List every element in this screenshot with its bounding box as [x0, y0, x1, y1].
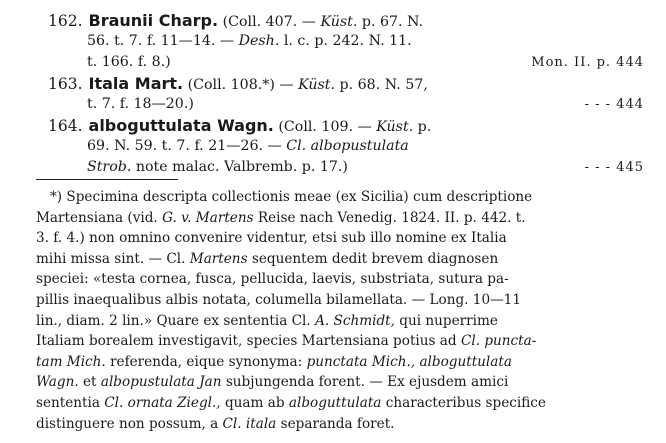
footnote-line	[36, 414, 660, 435]
footnote-line	[36, 290, 660, 311]
entry-number: 164.	[48, 117, 83, 135]
author-ref: Cl. albopustulata	[286, 138, 409, 154]
entry-text: 69. N. 59. t. 7. f. 21—26. —	[87, 138, 282, 154]
entry-text: p.	[417, 119, 432, 135]
footnote-text: *) Specimina descripta collectionis meae (ex Sicilia) cum descriptione	[50, 189, 533, 205]
page-reference: Mon. II. p. 444	[531, 55, 644, 70]
footnote-italic: albopustulata Jan	[100, 374, 222, 391]
author-ref: Küst.	[298, 77, 336, 93]
footnote-text: et	[83, 374, 97, 391]
footnote-text: speciei: «testa cornea, fusca, pellucida, laevis, substriata, sutura pa-	[36, 271, 509, 288]
species-name: Itala Mart.	[88, 74, 184, 93]
author-ref: Desh.	[238, 33, 280, 49]
entry-line	[48, 31, 660, 52]
entry-163	[48, 73, 660, 115]
author-ref: Strob.	[87, 159, 132, 175]
footnote-text: referenda, eique synonyma:	[110, 353, 303, 370]
footnote-text: Italiam borealem investigavit, species Martensiana potius ad	[36, 333, 457, 350]
footnote-line	[36, 372, 660, 393]
footnote-line	[36, 228, 660, 249]
footnote-line	[36, 187, 660, 208]
entry-text: 56. t. 7. f. 11—14. —	[87, 33, 235, 49]
footnote-italic: Cl. ornata Ziegl.,	[104, 394, 221, 411]
entry-text: p. 68. N. 57,	[339, 77, 428, 93]
footnote	[36, 187, 660, 434]
footnote-italic: A. Schmidt,	[315, 312, 395, 329]
footnote-text: separanda foret.	[280, 415, 395, 432]
footnote-line	[36, 331, 660, 352]
footnote-italic: Cl. puncta-	[460, 333, 537, 350]
footnote-line	[36, 249, 660, 270]
footnote-line	[36, 393, 660, 414]
footnote-text: lin., diam. 2 lin.» Quare ex sententia Cl.	[36, 312, 311, 329]
footnote-italic: Cl. itala	[222, 415, 277, 432]
footnote-line	[36, 352, 660, 373]
entry-line	[48, 157, 660, 178]
entry-text: t. 7. f. 18—20.)	[87, 96, 194, 112]
entry-text: t. 166. f. 8.)	[87, 54, 171, 70]
footnote-text: mihi missa sint. — Cl.	[36, 250, 186, 267]
author-ref: Küst.	[376, 119, 414, 135]
footnote-text: sequentem dedit brevem diagnosen	[251, 250, 499, 267]
entry-162	[48, 10, 660, 73]
entry-text: (Coll. 108.*) —	[187, 77, 294, 93]
footnote-text: qui nuperrime	[399, 312, 498, 329]
entry-number: 162.	[48, 12, 83, 30]
footnote-text: sententia	[36, 394, 100, 411]
footnote-italic: punctata Mich., alboguttulata	[306, 353, 512, 370]
footnote-italic: Wagn.	[36, 374, 79, 391]
author-ref: Küst.	[320, 14, 358, 30]
entry-line	[48, 52, 660, 73]
footnote-text: distinguere non possum, a	[36, 415, 219, 432]
entry-line	[48, 73, 660, 94]
footnote-text: quam ab	[224, 394, 285, 411]
species-name: Braunii Charp.	[88, 11, 219, 30]
page-reference: - - - 445	[584, 160, 644, 175]
footnote-text: pillis inaequalibus albis notata, columella bilamellata. — Long. 10—11	[36, 291, 521, 308]
footnote-line	[36, 208, 660, 229]
page-reference: - - - 444	[584, 97, 644, 112]
entry-number: 163.	[48, 75, 83, 93]
footnote-divider	[36, 179, 178, 180]
entry-text: p. 67. N.	[361, 14, 424, 30]
footnote-line	[36, 269, 660, 290]
entry-text: note malac. Valbremb. p. 17.)	[135, 159, 348, 175]
entry-line	[48, 115, 660, 136]
footnote-italic: G. v. Martens	[162, 209, 254, 226]
entry-text: l. c. p. 242. N. 11.	[283, 33, 412, 49]
footnote-italic: alboguttulata	[288, 394, 382, 411]
footnote-text: subjungenda forent. — Ex ejusdem amici	[225, 374, 509, 391]
species-name: alboguttulata Wagn.	[88, 116, 274, 135]
footnote-text: Martensiana (vid.	[36, 209, 158, 226]
entry-line	[48, 94, 660, 115]
footnote-text: 3. f. 4.) non omnino convenire videntur, etsi sub illo nomine ex Italia	[36, 230, 507, 247]
entry-164	[48, 115, 660, 178]
footnote-text: Reise nach Venedig. 1824. II. p. 442. t.	[257, 209, 526, 226]
footnote-line	[36, 311, 660, 332]
entry-text: (Coll. 109. —	[278, 119, 372, 135]
entry-line	[48, 136, 660, 157]
entry-text: (Coll. 407. —	[222, 14, 316, 30]
footnote-text: characteribus specifice	[385, 394, 546, 411]
footnote-italic: Martens	[189, 250, 248, 267]
footnote-italic: tam Mich.	[36, 353, 106, 370]
entry-line	[48, 10, 660, 31]
